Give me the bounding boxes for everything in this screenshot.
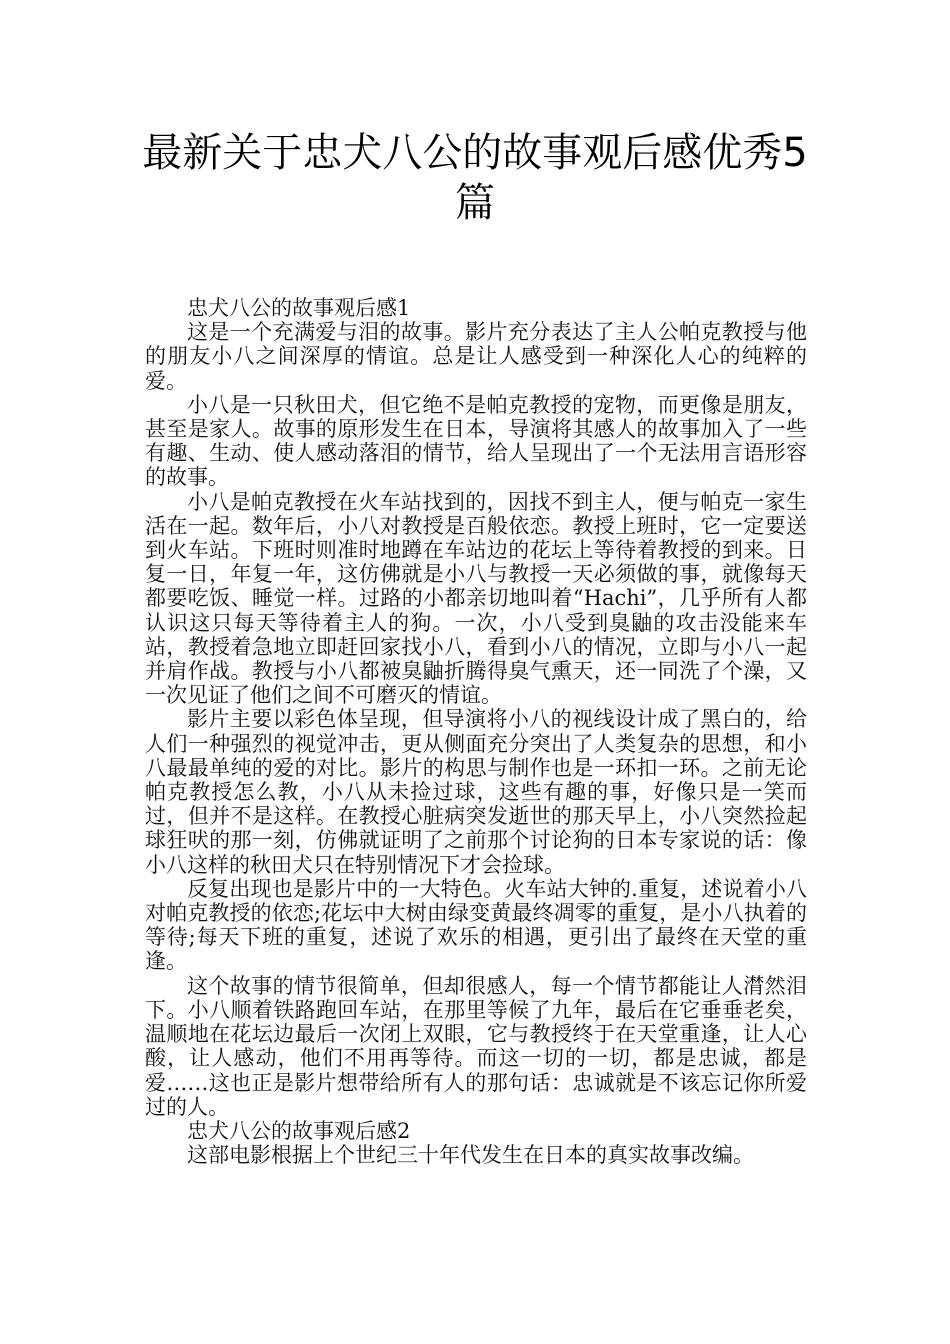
paragraph-6: 这个故事的情节很简单，但却很感人，每一个情节都能让人潸然泪下。小八顺着铁路跑回车站，在那里等候了九年，最后在它垂垂老矣，温顺地在花坛边最后一次闭上双眼，它与教授终于在天堂重逢，让人心酸，让人感动，他们不用再等待。而这一切的一切，都是忠诚，都是爱……这也正是影片想带给所有人的那句话：忠诚就是不该忘记你所爱过的人。 bbox=[145, 973, 807, 1119]
paragraph-3: 小八是帕克教授在火车站找到的，因找不到主人，便与帕克一家生活在一起。数年后，小八对教授是百般依恋。教授上班时，它一定要送到火车站。下班时则准时地蹲在车站边的花坛上等待着教授的到来。日复一日，年复一年，这仿佛就是小八与教授一天必须做的事，就像每天都要吃饭、睡觉一样。过路的小都亲切地叫着“Hachi”，几乎所有人都认识这只每天等待着主人的狗。一次，小八受到臭鼬的攻击没能来车站，教授着急地立即赶回家找小八，看到小八的情况，立即与小八一起并肩作战。教授与小八都被臭鼬折腾得臭气熏天，还一同洗了个澡，又一次见证了他们之间不可磨灭的情谊。 bbox=[145, 489, 807, 708]
paragraph-1: 这是一个充满爱与泪的故事。影片充分表达了主人公帕克教授与他的朋友小八之间深厚的情谊。总是让人感受到一种深化人心的纯粹的爱。 bbox=[145, 320, 807, 393]
document-body bbox=[145, 296, 807, 1167]
paragraph-4: 影片主要以彩色体呈现，但导演将小八的视线设计成了黑白的，给人们一种强烈的视觉冲击，更从侧面充分突出了人类复杂的思想，和小八最最单纯的爱的对比。影片的构思与制作也是一环扣一环。之前无论帕克教授怎么教，小八从未捡过球，这些有趣的事，好像只是一笑而过，但并不是这样。在教授心脏病突发逝世的那天早上，小八突然捡起球狂吠的那一刻，仿佛就证明了之前那个讨论狗的日本专家说的话：像小八这样的秋田犬只在特别情况下才会捡球。 bbox=[145, 707, 807, 877]
paragraph-5: 反复出现也是影片中的一大特色。火车站大钟的.重复，述说着小八对帕克教授的依恋;花坛中大树由绿变黄最终凋零的重复，是小八执着的等待;每天下班的重复，述说了欢乐的相遇，更引出了最终在天堂的重逢。 bbox=[145, 876, 807, 974]
document-title: 最新关于忠犬八公的故事观后感优秀5篇 bbox=[142, 130, 808, 226]
section-heading-2: 忠犬八公的故事观后感2 bbox=[187, 1118, 411, 1143]
paragraph-2: 小八是一只秋田犬，但它绝不是帕克教授的宠物，而更像是朋友，甚至是家人。故事的原形发生在日本，导演将其感人的故事加入了一些有趣、生动、使人感动落泪的情节，给人呈现出了一个无法用言语形容的故事。 bbox=[145, 392, 807, 490]
paragraph-7: 这部电影根据上个世纪三十年代发生在日本的真实故事改编。 bbox=[187, 1143, 754, 1168]
section-heading-1: 忠犬八公的故事观后感1 bbox=[187, 296, 411, 320]
